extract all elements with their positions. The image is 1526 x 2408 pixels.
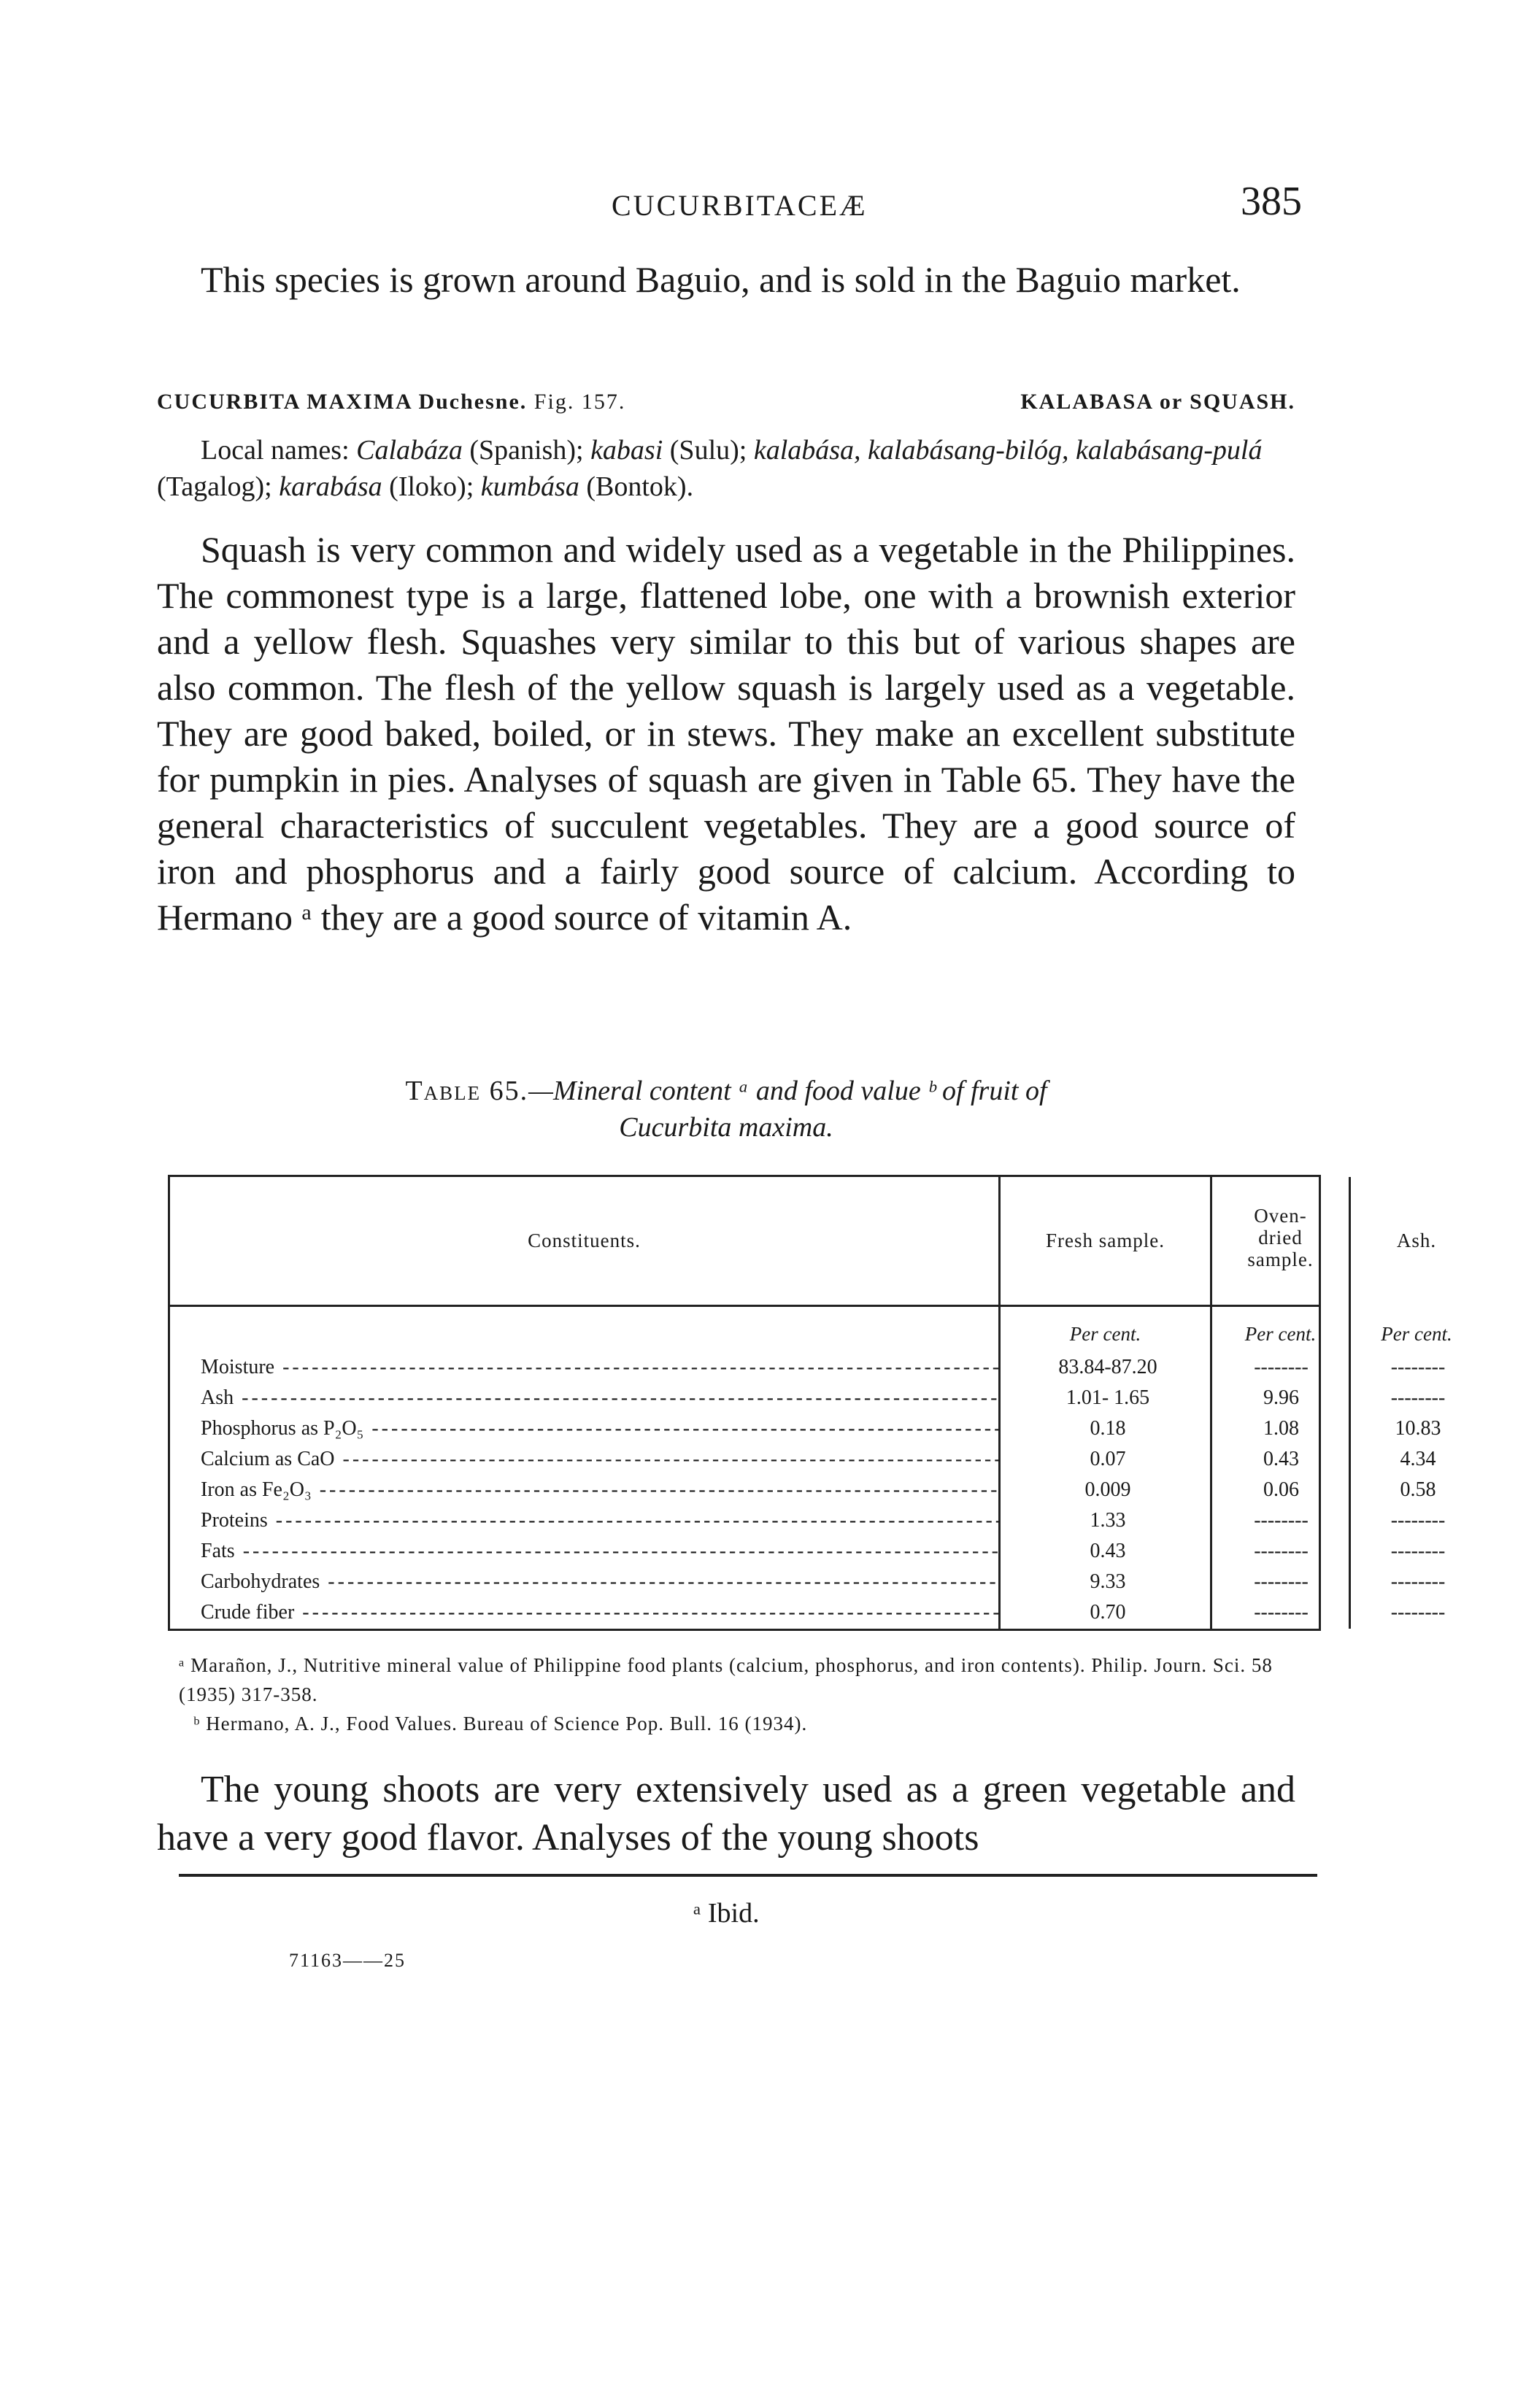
local-names bbox=[157, 432, 1295, 505]
table-caption-text: —Mineral content ᵃ and food value ᵇ of fruit of bbox=[528, 1076, 1047, 1106]
figure-reference: Fig. 157. bbox=[533, 390, 626, 414]
header-oven-line-3: sample. bbox=[1247, 1249, 1314, 1270]
row-label: Ash ----- bbox=[201, 1386, 1000, 1410]
local-name-tagalog: kalabása, kalabásang-bilóg, kalabásang-pulá bbox=[753, 435, 1263, 466]
table-caption bbox=[157, 1073, 1295, 1146]
header-oven-line-2: dried bbox=[1258, 1227, 1303, 1249]
table-row bbox=[170, 1601, 1446, 1632]
row-label: Calcium as CaO ----- bbox=[201, 1448, 1000, 1471]
footnote-a: ᵃ Marañon, J., Nutritive mineral value of Philippine food plants (calcium, phosphorus, and iron contents). Philip. Journ. Sci. 58 (1935) 317-358. bbox=[179, 1654, 1273, 1705]
cell-ash: -------- bbox=[1390, 1509, 1446, 1532]
cell-ash: -------- bbox=[1390, 1356, 1446, 1378]
page-number: 385 bbox=[1241, 179, 1302, 224]
unit-fresh: Per cent. bbox=[1069, 1323, 1141, 1345]
paragraph-squash-text: Squash is very common and widely used as a vegetable in the Philippines. The commonest type is a large, flattened lobe, one with a brownish exterior and a yellow flesh. Squashes very similar to this but of various shapes are also common. The flesh of the yellow squash is largely used as a vegetable. They are good baked, boiled, or in stews. They make an excellent substitute for pumpkin in pies. Analyses of squash are given in Table 65. They have the general characteristics of succulent vegetables. They are a good source of iron and phosphorus and a fairly good source of calcium. According to Hermano ᵃ they are a good source of vitamin A. bbox=[157, 529, 1295, 938]
species-name-line bbox=[157, 390, 625, 414]
paragraph-intro-text: This species is grown around Baguio, and is sold in the Baguio market. bbox=[201, 259, 1241, 300]
cell-oven: -------- bbox=[1254, 1356, 1309, 1378]
local-name-sulu: kabasi bbox=[590, 435, 663, 466]
species-common-name: KALABASA or SQUASH. bbox=[1020, 390, 1295, 414]
table-row bbox=[170, 1356, 1446, 1386]
table-row bbox=[170, 1509, 1446, 1540]
paragraph-intro bbox=[157, 257, 1295, 303]
header-oven-dried bbox=[1212, 1205, 1349, 1270]
row-label: Fats ----- bbox=[201, 1540, 1000, 1563]
cell-oven: -------- bbox=[1254, 1601, 1309, 1624]
analysis-table bbox=[168, 1175, 1452, 1631]
footnote-rule bbox=[179, 1874, 1317, 1877]
local-names-lead: Local names: bbox=[201, 435, 357, 466]
cell-oven: -------- bbox=[1254, 1540, 1309, 1562]
lang-iloko: (Iloko); bbox=[382, 471, 481, 502]
row-label: Phosphorus as P₂O₅ ----- bbox=[201, 1417, 1000, 1440]
footnote-b: ᵇ Hermano, A. J., Food Values. Bureau of Science Pop. Bull. 16 (1934). bbox=[193, 1713, 808, 1734]
table-footnotes bbox=[179, 1651, 1317, 1738]
page-footnote: ᵃ Ibid. bbox=[693, 1898, 760, 1929]
local-name-bontok: kumbása bbox=[480, 471, 579, 502]
row-label: Iron as Fe₂O₃ ----- bbox=[201, 1478, 1000, 1502]
cell-ash: 10.83 bbox=[1395, 1417, 1441, 1440]
cell-fresh: 9.33 bbox=[1090, 1570, 1126, 1593]
lang-spanish: (Spanish); bbox=[462, 435, 591, 466]
cell-oven: 9.96 bbox=[1263, 1386, 1299, 1409]
lang-bontok: (Bontok). bbox=[579, 471, 694, 502]
cell-oven: -------- bbox=[1254, 1509, 1309, 1532]
cell-ash: -------- bbox=[1390, 1601, 1446, 1624]
cell-oven: 0.06 bbox=[1263, 1478, 1299, 1501]
printer-signature: 71163——25 bbox=[289, 1950, 406, 1971]
cell-fresh: 1.33 bbox=[1090, 1509, 1126, 1532]
cell-fresh: 0.43 bbox=[1090, 1540, 1126, 1562]
unit-ash: Per cent. bbox=[1381, 1323, 1452, 1345]
running-head: CUCURBITACEÆ bbox=[612, 189, 868, 222]
header-ash: Ash. bbox=[1396, 1230, 1437, 1251]
table-row bbox=[170, 1540, 1446, 1570]
table-caption-label: Table 65. bbox=[405, 1076, 529, 1106]
header-oven-line-1: Oven- bbox=[1254, 1205, 1307, 1227]
cell-fresh: 83.84-87.20 bbox=[1058, 1356, 1157, 1378]
cell-fresh: 0.70 bbox=[1090, 1601, 1126, 1624]
row-label: Moisture ----- bbox=[201, 1356, 1000, 1379]
table-row bbox=[170, 1478, 1436, 1509]
header-fresh-sample: Fresh sample. bbox=[1046, 1230, 1165, 1251]
local-name-iloko: karabása bbox=[279, 471, 382, 502]
cell-fresh: 0.009 bbox=[1084, 1478, 1131, 1501]
species-heading bbox=[157, 390, 1295, 414]
table-body bbox=[170, 1356, 1446, 1632]
unit-oven: Per cent. bbox=[1244, 1323, 1317, 1345]
local-name-spanish: Calabáza bbox=[356, 435, 463, 466]
row-label: Carbohydrates ----- bbox=[201, 1570, 1000, 1594]
cell-oven: 1.08 bbox=[1263, 1417, 1299, 1440]
table-row bbox=[170, 1570, 1446, 1601]
table-row bbox=[170, 1386, 1446, 1417]
table-row bbox=[170, 1417, 1441, 1448]
cell-ash: 4.34 bbox=[1400, 1448, 1436, 1470]
cell-oven: 0.43 bbox=[1263, 1448, 1299, 1470]
lang-tagalog: (Tagalog); bbox=[157, 471, 280, 502]
lang-sulu: (Sulu); bbox=[663, 435, 754, 466]
row-label: Proteins ----- bbox=[201, 1509, 1000, 1532]
cell-ash: -------- bbox=[1390, 1570, 1446, 1593]
table-row bbox=[170, 1448, 1436, 1478]
cell-ash: 0.58 bbox=[1400, 1478, 1436, 1501]
cell-fresh: 0.07 bbox=[1090, 1448, 1126, 1470]
paragraph-shoots-text: The young shoots are very extensively used as a green vegetable and have a very good flavor. Analyses of the young shoots bbox=[157, 1769, 1295, 1859]
cell-fresh: 1.01- 1.65 bbox=[1065, 1386, 1150, 1409]
row-label: Crude fiber ----- bbox=[201, 1601, 1000, 1624]
paragraph-squash bbox=[157, 527, 1295, 941]
header-constituents: Constituents. bbox=[528, 1230, 641, 1251]
cell-oven: -------- bbox=[1254, 1570, 1309, 1593]
table-caption-species: Cucurbita maxima. bbox=[619, 1112, 833, 1143]
species-name: CUCURBITA MAXIMA Duchesne. bbox=[157, 390, 528, 414]
cell-ash: -------- bbox=[1390, 1540, 1446, 1562]
paragraph-shoots bbox=[157, 1766, 1295, 1862]
cell-fresh: 0.18 bbox=[1090, 1417, 1126, 1440]
cell-ash: -------- bbox=[1390, 1386, 1446, 1409]
